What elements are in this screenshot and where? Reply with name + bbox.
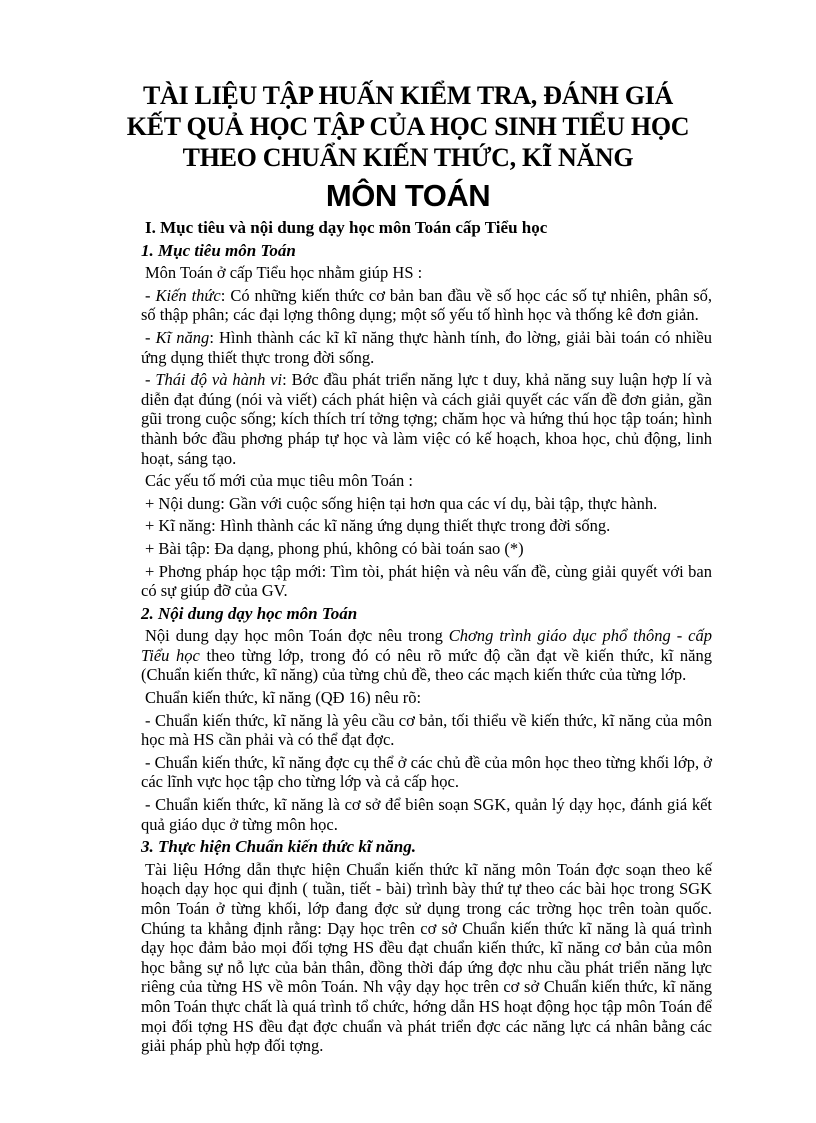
list-item-skill: + Kĩ năng: Hình thành các kĩ năng ứng dụng thiết thực trong đời sống. xyxy=(145,516,611,536)
paragraph-intro: Môn Toán ở cấp Tiểu học nhằm giúp HS : xyxy=(145,263,423,283)
list-item-content: + Nội dung: Gần với cuộc sống hiện tại hơn qua các ví dụ, bài tập, thực hành. xyxy=(145,493,658,513)
text-skill: : Hình thành các kĩ kĩ năng thực hành tính, đo lờng, giải bài toán có nhiều ứng dụng thiết thực trong đời sống. xyxy=(141,327,712,367)
paragraph-standard-1: - Chuẩn kiến thức, kĩ năng là yêu cầu cơ bản, tối thiểu về kiến thức, kĩ năng của môn học mà HS cần phải và có thể đạt đợc. xyxy=(141,710,712,750)
title-line-3: THEO CHUẨN KIẾN THỨC, KĨ NĂNG xyxy=(182,143,634,172)
document-body xyxy=(141,218,712,1059)
paragraph-content xyxy=(141,626,712,685)
list-item-exercise: + Bài tập: Đa dạng, phong phú, không có bài toán sao (*) xyxy=(145,538,524,558)
paragraph-standard-3: - Chuẩn kiến thức, kĩ năng là cơ sở để biên soạn SGK, quản lý dạy học, đánh giá kết quả giáo dục ở từng môn học. xyxy=(141,795,712,834)
subsection-heading-2: 2. Nội dung dạy học môn Toán xyxy=(141,603,358,623)
paragraph-new-elements: Các yếu tố mới của mục tiêu môn Toán : xyxy=(145,471,413,491)
text-attitude: : Bớc đầu phát triển năng lực t duy, khả năng suy luận hợp lí và diễn đạt đúng (nói và viết) cách phát hiện và cách giải quyết các vấn đề đơn giản, gần gũi trong cuộc sống; kích thích trí tởng tợng; chăm học và hứng thú học tập toán; hình thành bớc đầu phơng pháp tự học và làm việc có kế hoạch, khoa học, chủ động, linh hoạt, sáng tạo. xyxy=(141,370,712,468)
document-title xyxy=(0,80,816,216)
paragraph-standard-intro: Chuẩn kiến thức, kĩ năng (QĐ 16) nêu rõ: xyxy=(145,688,422,708)
text-knowledge: : Có những kiến thức cơ bản ban đầu về số học các số tự nhiên, phân số, số thập phân; các đại lợng thông dụng; một số yếu tố hình học và thống kê đơn giản. xyxy=(141,285,712,325)
subsection-heading-1: 1. Mục tiêu môn Toán xyxy=(141,240,296,260)
paragraph-standard-2: - Chuẩn kiến thức, kĩ năng đợc cụ thể ở các chủ đề của môn học theo từng khối lớp, ở các lĩnh vực học tập cho từng lớp và cả cấp học. xyxy=(141,752,712,792)
paragraph-knowledge xyxy=(141,286,712,325)
section-heading: I. Mục tiêu và nội dung dạy học môn Toán cấp Tiểu học xyxy=(145,218,548,237)
label-skill: - Kĩ năng xyxy=(145,327,210,347)
paragraph-implementation: Tài liệu Hớng dẫn thực hiện Chuẩn kiến thức kĩ năng môn Toán đợc soạn theo kế hoạch dạy học qui định ( tuần, tiết - bài) trình bày thứ tự theo các bài học trong SGK môn Toán ở từng khối, lớp đang đợc sử dụng trong các trờng học trên toàn quốc. Chúng ta khẳng định rằng: Dạy học trên cơ sở Chuẩn kiến thức kĩ năng là quá trình dạy học đảm bảo mọi đối tợng HS đều đạt chuẩn kiến thức, kĩ năng cơ bản của môn học bằng sự nỗ lực của bản thân, đồng thời đáp ứng đợc nhu cầu phát triển năng lực riêng của từng HS về môn Toán. Nh vậy dạy học trên cơ sở Chuẩn kiến thức, kĩ năng môn Toán thực chất là quá trình tổ chức, hớng dẫn HS hoạt động học tập môn Toán để mọi đối tợng HS đều đạt đợc chuẩn và phát triển đợc các năng lực cá nhân bằng các giải pháp phù hợp đối tợng. xyxy=(141,859,712,1056)
label-knowledge: - Kiến thức xyxy=(145,285,221,305)
paragraph-skill xyxy=(141,328,712,367)
title-line-1: TÀI LIỆU TẬP HUẤN KIỂM TRA, ĐÁNH GIÁ xyxy=(143,81,673,110)
program-reference: Chơng trình giáo dục phổ thông - cấp Tiểu học xyxy=(141,626,712,665)
subject-title: MÔN TOÁN xyxy=(325,178,491,213)
text-content-start: Nội dung dạy học môn Toán đợc nêu trong xyxy=(145,626,449,646)
paragraph-attitude xyxy=(141,370,712,468)
title-line-2: KẾT QUẢ HỌC TẬP CỦA HỌC SINH TIỂU HỌC xyxy=(126,112,690,141)
list-item-method: + Phơng pháp học tập mới: Tìm tòi, phát hiện và nêu vấn đề, cùng giải quyết với ban có sự giúp đỡ của GV. xyxy=(141,561,712,601)
text-content-end: theo từng lớp, trong đó có nêu rõ mức độ cần đạt về kiến thức, kĩ năng (Chuẩn kiến thức, kĩ năng) của từng chủ đề, theo các mạch kiến thức của từng lớp. xyxy=(141,645,712,685)
label-attitude: - Thái độ và hành vi xyxy=(145,370,283,390)
subsection-heading-3: 3. Thực hiện Chuẩn kiến thức kĩ năng. xyxy=(141,837,416,857)
